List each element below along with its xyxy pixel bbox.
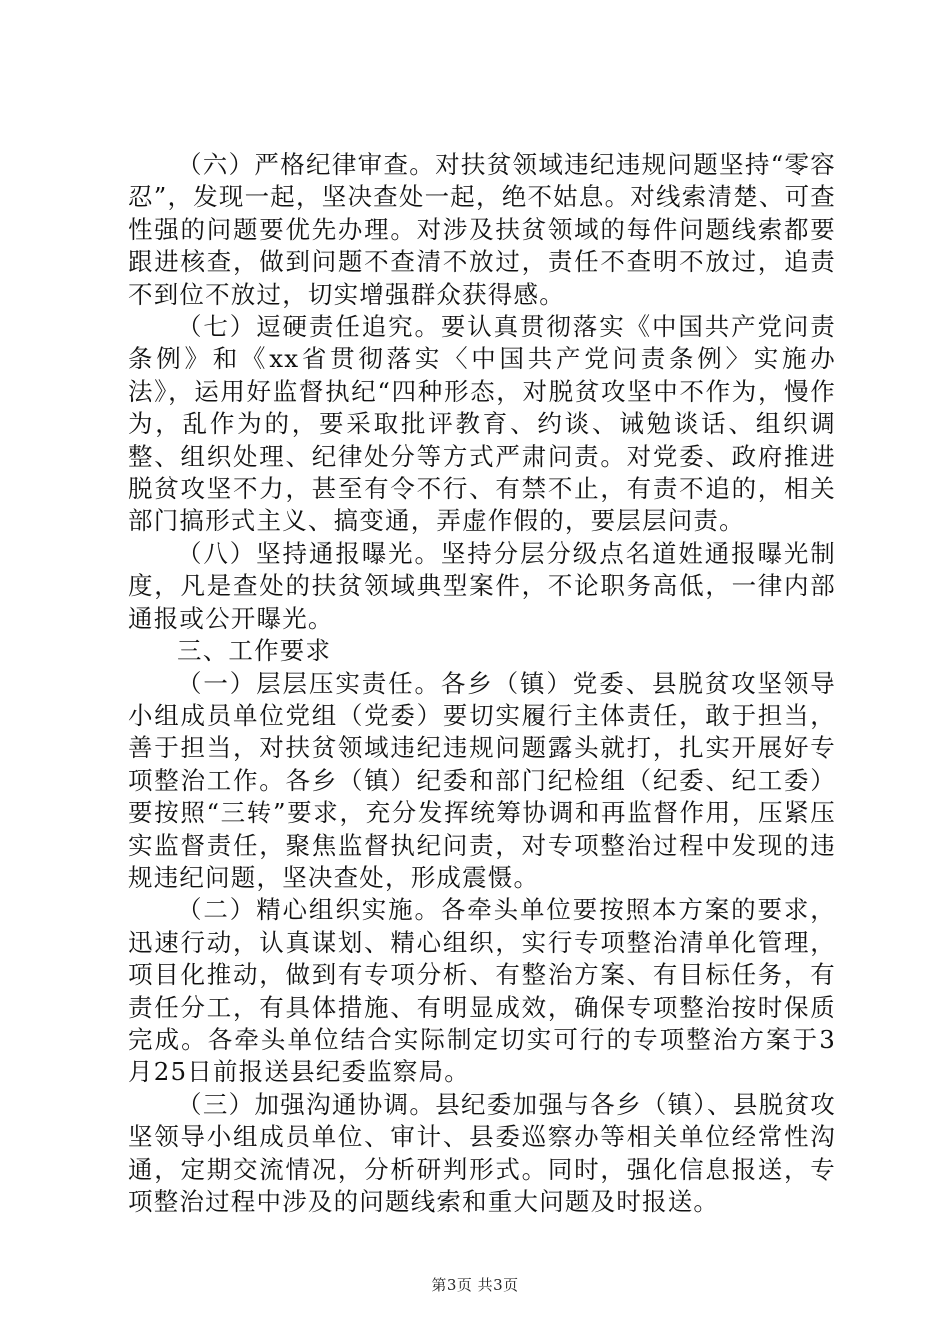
paragraph-implementation: （二）精心组织实施。各牵头单位要按照本方案的要求，迅速行动，认真谋划、精心组织，实行专项整治清单化管理，项目化推动，做到有专项分析、有整治方案、有目标任务，有责任分工，有具体措施、有明显成效，确保专项整治按时保质完成。各牵头单位结合实际制定切实可行的专项整治方案于3月25日前报送县纪委监察局。 — [128, 895, 836, 1087]
paragraph-coordination: （三）加强沟通协调。县纪委加强与各乡（镇）、县脱贫攻坚领导小组成员单位、审计、县委巡察办等相关单位经常性沟通，定期交流情况，分析研判形式。同时，强化信息报送，专项整治过程中涉及的问题线索和重大问题及时报送。 — [128, 1089, 836, 1216]
paragraph-responsibility: （一）层层压实责任。各乡（镇）党委、县脱贫攻坚领导小组成员单位党组（党委）要切实履行主体责任，敢于担当，善于担当，对扶贫领域违纪违规问题露头就打，扎实开展好专项整治工作。各乡（镇）纪委和部门纪检组（纪委、纪工委）要按照“三转”要求，充分发挥统筹协调和再监督作用，压紧压实监督责任，聚焦监督执纪问责，对专项整治过程中发现的违规违纪问题，坚决查处，形成震慑。 — [128, 668, 836, 892]
paragraph-public-exposure: （八）坚持通报曝光。坚持分层分级点名道姓通报曝光制度，凡是查处的扶贫领域典型案件，不论职务高低，一律内部通报或公开曝光。 — [128, 538, 836, 633]
section-heading-work-requirements: 三、工作要求 — [177, 636, 332, 666]
document-body — [128, 149, 836, 1218]
paragraph-accountability: （七）逗硬责任追究。要认真贯彻落实《中国共产党问责条例》和《xx省贯彻落实〈中国共产党问责条例〉实施办法》，运用好监督执纪“四种形态，对脱贫攻坚中不作为，慢作为，乱作为的，要采取批评教育、约谈、诫勉谈话、组织调整、组织处理、纪律处分等方式严肃问责。对党委、政府推进脱贫攻坚不力，甚至有令不行、有禁不止，有责不追的，相关部门搞形式主义、搞变通，弄虚作假的，要层层问责。 — [128, 312, 836, 536]
page-number-footer: 第3页 共3页 — [431, 1276, 519, 1294]
paragraph-discipline-review: （六）严格纪律审查。对扶贫领域违纪违规问题坚持“零容忍”，发现一起，坚决查处一起，绝不姑息。对线索清楚、可查性强的问题要优先办理。对涉及扶贫领域的每件问题线索都要跟进核查，做到问题不查清不放过，责任不查明不放过，追责不到位不放过，切实增强群众获得感。 — [128, 150, 836, 309]
